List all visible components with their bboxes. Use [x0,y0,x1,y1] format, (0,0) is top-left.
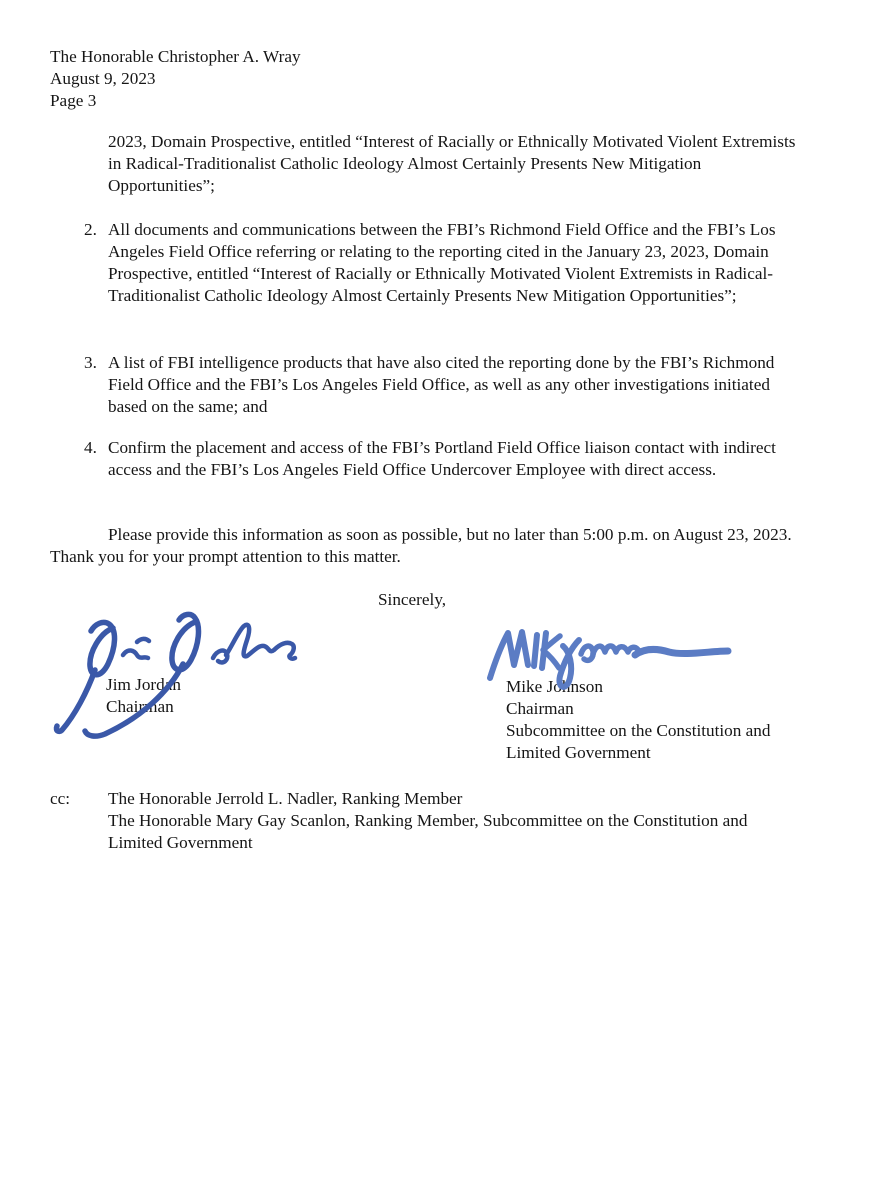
cc-entry: The Honorable Mary Gay Scanlon, Ranking Member, Subcommittee on the Constitution and Limited Government [108,811,748,852]
letter-header [50,46,301,112]
list-item-3 [84,352,808,418]
page-number: Page 3 [50,91,97,110]
letter-date: August 9, 2023 [50,69,156,88]
item-number: 3. [84,353,97,372]
item-text: All documents and communications between the FBI’s Richmond Field Office and the FBI’s Los Angeles Field Office referring or relating to the reporting cited in the January 23, 2023, Domain Prospective, entitled “Interest of Racially or Ethnically Motivated Violent Extremists in Radical-Traditionalist Catholic Ideology Almost Certainly Presents New Mitigation Opportunities”; [108,220,776,305]
list-item-4 [84,437,808,481]
signer-title: Chairman [106,697,174,716]
signer-organization: Subcommittee on the Constitution and Limited Government [506,721,771,762]
valediction: Sincerely, [378,590,447,609]
item-number: 2. [84,220,97,239]
cc-entries [108,788,792,854]
item-number: 4. [84,438,97,457]
item-text: A list of FBI intelligence products that have also cited the reporting done by the FBI’s Richmond Field Office and the FBI’s Los Angeles Field Office, as well as any other investigations initiated based on the same; and [108,353,775,416]
signature-block-jim-jordan [106,674,181,718]
item-text: Confirm the placement and access of the FBI’s Portland Field Office liaison contact with indirect access and the FBI’s Los Angeles Field Office Undercover Employee with direct access. [108,438,776,479]
signature-block-mike-johnson [506,676,798,764]
signer-name: Jim Jordan [106,675,181,694]
cc-label: cc: [50,789,71,808]
closing-paragraph: Please provide this information as soon as possible, but no later than 5:00 p.m. on August 23, 2023. Thank you for your prompt attention to this matter. [50,525,792,566]
signer-title: Chairman [506,699,574,718]
recipient-name: The Honorable Christopher A. Wray [50,47,301,66]
cc-entry: The Honorable Jerrold L. Nadler, Ranking Member [108,789,463,808]
list-item-2 [84,219,808,307]
item-1-continuation: 2023, Domain Prospective, entitled “Interest of Racially or Ethnically Motivated Violent Extremists in Radical-Traditionalist Catholic Ideology Almost Certainly Presents New Mitigation Opportunities”; [108,132,796,195]
signer-name: Mike Johnson [506,677,603,696]
